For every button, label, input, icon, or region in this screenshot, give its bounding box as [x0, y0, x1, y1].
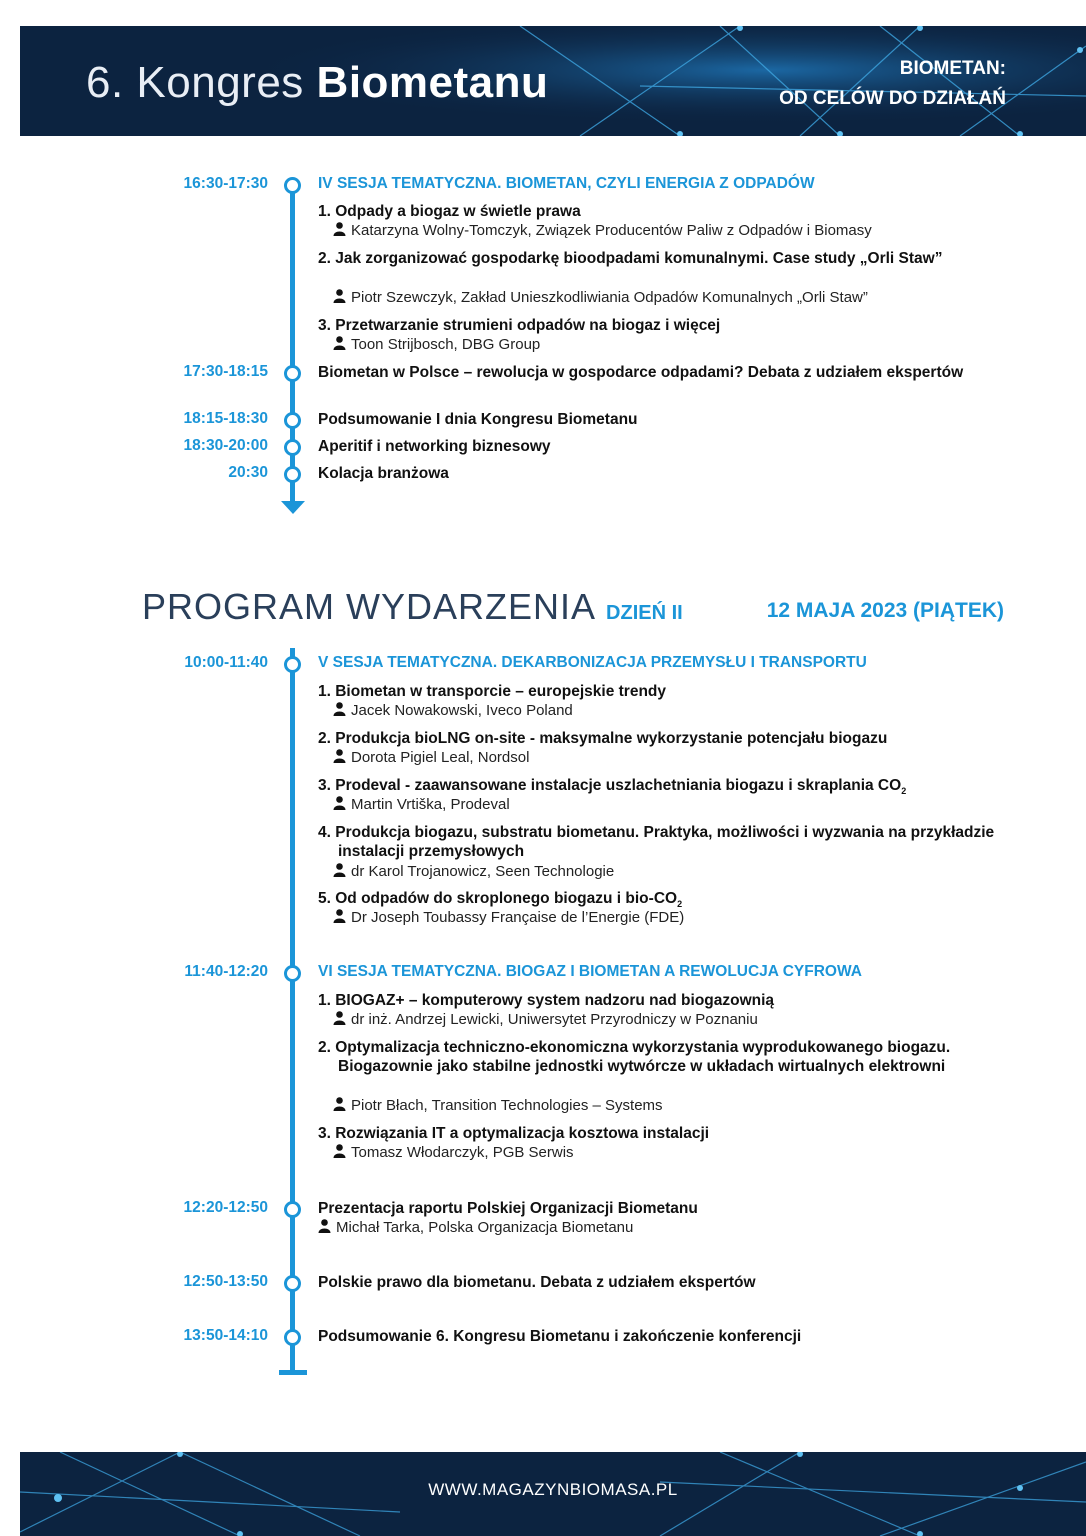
website-link[interactable]: WWW.MAGAZYNBIOMASA.PL — [428, 1480, 678, 1499]
time-slot: 13:50-14:10 — [183, 1327, 268, 1344]
agenda-item: 1. Biometan w transporcie – europejskie trendy — [318, 683, 667, 700]
timeline-dot — [284, 656, 301, 673]
agenda-item: Prezentacja raportu Polskiej Organizacji Biometanu — [318, 1200, 698, 1217]
person-icon — [333, 1011, 346, 1025]
speaker — [333, 863, 614, 880]
person-icon — [333, 1097, 346, 1111]
header-banner — [20, 26, 1086, 136]
speaker-name: Michał Tarka, Polska Organizacja Biometanu — [336, 1219, 634, 1236]
person-icon — [333, 796, 346, 810]
program-heading-text: PROGRAM WYDARZENIA — [142, 586, 597, 627]
agenda-item-text: 3. Prodeval - zaawansowane instalacje uszlachetniania biogazu i skraplania CO — [318, 777, 902, 794]
header-tagline — [779, 54, 1006, 114]
agenda-item: Podsumowanie I dnia Kongresu Biometanu — [318, 411, 638, 428]
speaker-name: Piotr Szewczyk, Zakład Unieszkodliwiania Odpadów Komunalnych „Orli Staw” — [351, 289, 868, 306]
person-icon — [333, 336, 346, 350]
agenda-item: Polskie prawo dla biometanu. Debata z udziałem ekspertów — [318, 1274, 756, 1291]
time-slot: 18:15-18:30 — [183, 410, 268, 427]
speaker — [333, 289, 868, 306]
speaker-name: Tomasz Włodarczyk, PGB Serwis — [351, 1144, 574, 1161]
person-icon — [333, 289, 346, 303]
speaker — [333, 702, 573, 719]
tagline-line-2: OD CELÓW DO DZIAŁAŃ — [779, 88, 1006, 109]
person-icon — [318, 1219, 331, 1233]
timeline-dot — [284, 439, 301, 456]
speaker-name: Dorota Pigiel Leal, Nordsol — [351, 749, 530, 766]
speaker-name: Jacek Nowakowski, Iveco Poland — [351, 702, 573, 719]
speaker-name: dr Karol Trojanowicz, Seen Technologie — [351, 863, 615, 880]
agenda-item: 4. Produkcja biogazu, substratu biometanu. Praktyka, możliwości i wyzwania na przykładzie instalacji przemysłowych — [318, 824, 995, 860]
speaker-name: Martin Vrtiška, Prodeval — [351, 796, 510, 813]
agenda-item: Podsumowanie 6. Kongresu Biometanu i zakończenie konferencji — [318, 1328, 802, 1345]
speaker-name: Toon Strijbosch, DBG Group — [351, 336, 541, 353]
speaker-name: dr inż. Andrzej Lewicki, Uniwersytet Przyrodniczy w Poznaniu — [351, 1011, 758, 1028]
timeline-end-cap — [279, 1370, 307, 1375]
timeline-dot — [284, 177, 301, 194]
timeline-arrow-icon — [281, 501, 305, 514]
agenda-item: 3. Rozwiązania IT a optymalizacja kosztowa instalacji — [318, 1125, 710, 1142]
tagline-line-1: BIOMETAN: — [899, 58, 1006, 79]
person-icon — [333, 749, 346, 763]
agenda-item: 1. BIOGAZ+ – komputerowy system nadzoru nad biogazownią — [318, 992, 775, 1009]
session-title: V SESJA TEMATYCZNA. DEKARBONIZACJA PRZEMYSŁU I TRANSPORTU — [318, 654, 867, 671]
time-slot: 20:30 — [228, 464, 268, 481]
speaker — [333, 222, 872, 239]
time-slot: 18:30-20:00 — [183, 437, 268, 454]
speaker — [318, 1219, 633, 1236]
timeline-line — [290, 648, 295, 1374]
title-bold: Biometanu — [316, 58, 549, 107]
person-icon — [333, 702, 346, 716]
speaker-name: Dr Joseph Toubassy Française de l’Energie (FDE) — [351, 909, 685, 926]
timeline-dot — [284, 965, 301, 982]
agenda-item: 1. Odpady a biogaz w świetle prawa — [318, 203, 581, 220]
timeline-dot — [284, 1201, 301, 1218]
session-title: VI SESJA TEMATYCZNA. BIOGAZ I BIOMETAN A REWOLUCJA CYFROWA — [318, 963, 862, 980]
agenda-item: Kolacja branżowa — [318, 465, 449, 482]
agenda-item: Aperitif i networking biznesowy — [318, 438, 551, 455]
title-light: 6. Kongres — [86, 58, 304, 107]
person-icon — [333, 222, 346, 236]
timeline-dot — [284, 466, 301, 483]
speaker-name: Katarzyna Wolny-Tomczyk, Związek Producentów Paliw z Odpadów i Biomasy — [351, 222, 872, 239]
speaker-name: Piotr Błach, Transition Technologies – Systems — [351, 1097, 663, 1114]
footer-banner — [20, 1452, 1086, 1536]
session-title: IV SESJA TEMATYCZNA. BIOMETAN, CZYLI ENERGIA Z ODPADÓW — [318, 175, 815, 192]
timeline-dot — [284, 1329, 301, 1346]
time-slot: 16:30-17:30 — [183, 175, 268, 192]
person-icon — [333, 863, 346, 877]
timeline-dot — [284, 1275, 301, 1292]
person-icon — [333, 909, 346, 923]
program-day: DZIEŃ II — [606, 602, 683, 624]
program-date: 12 MAJA 2023 (PIĄTEK) — [766, 599, 1004, 622]
speaker — [333, 1011, 758, 1028]
agenda-item-text: 5. Od odpadów do skroplonego biogazu i bio-CO — [318, 890, 678, 907]
time-slot: 12:50-13:50 — [183, 1273, 268, 1290]
subscript: 2 — [677, 899, 683, 910]
time-slot: 17:30-18:15 — [183, 363, 268, 380]
time-slot: 10:00-11:40 — [184, 654, 268, 671]
timeline-dot — [284, 412, 301, 429]
speaker — [333, 796, 510, 813]
speaker — [333, 909, 684, 926]
time-slot: 11:40-12:20 — [184, 963, 268, 980]
agenda-item: 2. Produkcja bioLNG on-site - maksymalne wykorzystanie potencjału biogazu — [318, 730, 888, 747]
agenda-item: 2. Jak zorganizować gospodarkę bioodpadami komunalnymi. Case study „Orli Staw” — [318, 250, 943, 267]
subscript: 2 — [901, 786, 907, 797]
time-slot: 12:20-12:50 — [183, 1199, 268, 1216]
agenda-item: Biometan w Polsce – rewolucja w gospodarce odpadami? Debata z udziałem ekspertów — [318, 364, 964, 381]
agenda-item: 3. Przetwarzanie strumieni odpadów na biogaz i więcej — [318, 317, 721, 334]
speaker — [333, 336, 540, 353]
speaker — [333, 1097, 663, 1114]
congress-title — [86, 58, 548, 108]
agenda-item: 2. Optymalizacja techniczno-ekonomiczna wykorzystania wyprodukowanego biogazu. Biogazownie jako stabilne jednostki wytwórcze w układach wirtualnych elektrowni — [318, 1039, 951, 1075]
speaker — [333, 1144, 574, 1161]
timeline-dot — [284, 365, 301, 382]
person-icon — [333, 1144, 346, 1158]
program-heading — [142, 586, 683, 628]
speaker — [333, 749, 529, 766]
